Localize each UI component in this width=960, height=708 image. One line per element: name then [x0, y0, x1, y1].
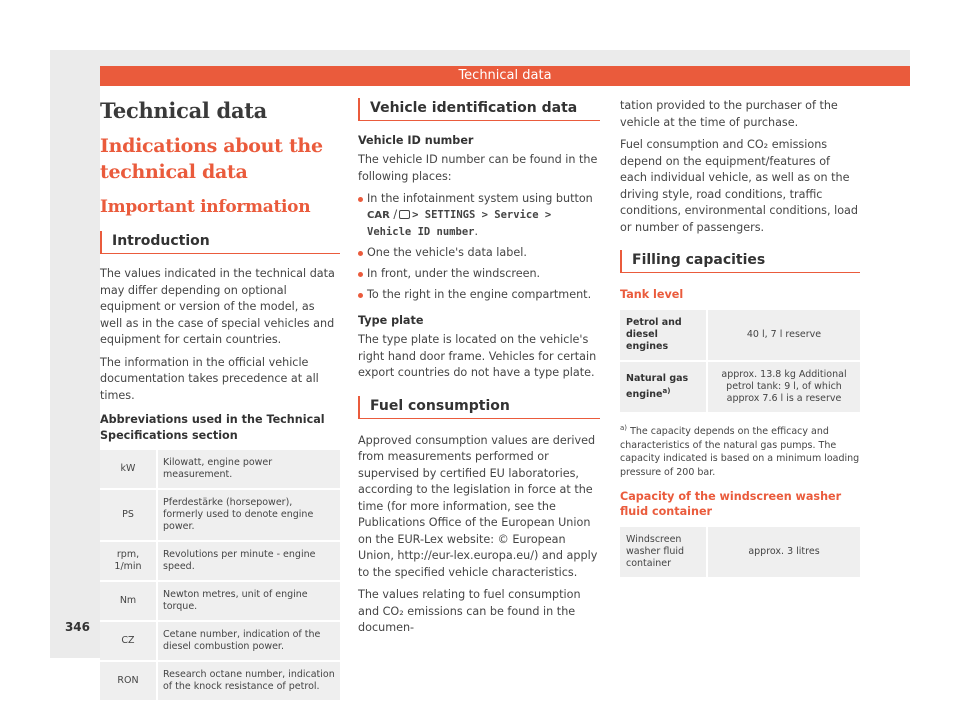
- table-row: [100, 490, 340, 540]
- fuel-paragraph-1: Approved consumption values are derived from measurements performed or supervised by certified EU laboratories, according to the legislation in force at the time (for more information, see the Publications Office of the European Union on the EUR-Lex website: © European Union, http://eur-lex.europa.eu/) and apply to the specified vehicle characteristics.: [358, 433, 598, 579]
- table-row: [100, 450, 340, 488]
- abbr-value: Pferdestärke (horsepower), formerly used to denote engine power.: [158, 490, 340, 540]
- introduction-heading: Introduction: [100, 231, 340, 254]
- bullet-engine-compartment: To the right in the engine compartment.: [358, 287, 600, 303]
- table-row: [620, 362, 860, 412]
- settings-path: > SETTINGS > Service > Vehicle ID number: [367, 209, 552, 238]
- footnote-mark: a): [620, 424, 628, 432]
- abbr-key: PS: [100, 490, 158, 540]
- abbr-key: Nm: [100, 582, 158, 620]
- intro-paragraph-2: The information in the official vehicle documentation takes precedence at all times.: [100, 355, 319, 402]
- main-title: Technical data: [100, 98, 267, 123]
- abbreviations-table: [100, 448, 340, 702]
- washer-key: Windscreen washer fluid container: [620, 527, 708, 577]
- abbr-value: Research octane number, indication of the knock resistance of petrol.: [158, 662, 340, 700]
- documentation-continuation: tation provided to the purchaser of the vehicle at the time of purchase.: [620, 99, 838, 129]
- subtitle: Indications about the technical data: [100, 135, 323, 183]
- abbr-value: Cetane number, indication of the diesel combustion power.: [158, 622, 340, 660]
- menu-button-icon: [399, 210, 410, 219]
- vehicle-id-label: Vehicle ID number: [358, 134, 474, 147]
- abbr-key: kW: [100, 450, 158, 488]
- bullet-data-label: One the vehicle's data label.: [358, 245, 600, 261]
- footnote-ref: a): [662, 386, 671, 395]
- co2-paragraph: Fuel consumption and CO₂ emissions depend on the equipment/features of each individual vehicle, as well as on the driving style, road conditions, traffic conditions, environmental conditions, load or number of passengers.: [620, 138, 859, 234]
- table-row: [100, 622, 340, 660]
- intro-paragraph-1: The values indicated in the technical data may differ depending on optional equipment or version of the model, as well as in the case of special vehicles and equipment for certain countries.: [100, 267, 335, 346]
- table-row: [100, 582, 340, 620]
- table-row: [620, 527, 860, 577]
- type-plate-paragraph: The type plate is located on the vehicle's right hand door frame. Vehicles for certain export countries do not have a type plate.: [358, 333, 597, 379]
- footnote-text: The capacity depends on the efficacy and characteristics of the natural gas pumps. The capacity indicated is based on a minimum loading pressure of 200 bar.: [620, 426, 860, 478]
- bullet-windscreen: In front, under the windscreen.: [358, 266, 600, 282]
- filling-capacities-heading: Filling capacities: [620, 250, 860, 273]
- washer-capacity-label: Capacity of the windscreen washer fluid container: [620, 490, 842, 519]
- abbr-key: RON: [100, 662, 158, 700]
- tank-table: [620, 308, 860, 414]
- header-bar: Technical data: [100, 66, 910, 86]
- bullet-infotainment-text: In the infotainment system using button: [367, 192, 593, 205]
- fuel-paragraph-2: The values relating to fuel consumption and CO₂ emissions can be found in the documen-: [358, 588, 581, 634]
- type-plate-label: Type plate: [358, 314, 424, 327]
- page-number: 346: [64, 620, 90, 634]
- table-row: [620, 310, 860, 360]
- table-row: [100, 542, 340, 580]
- car-button-icon: CAR: [367, 210, 390, 221]
- column-right: [620, 98, 860, 579]
- important-title: Important information: [100, 197, 311, 217]
- footnote: [620, 422, 860, 479]
- abbr-value: Revolutions per minute - engine speed.: [158, 542, 340, 580]
- column-middle: [358, 98, 600, 643]
- column-left: [100, 98, 340, 702]
- washer-table: [620, 525, 860, 579]
- tank-row-gas-value: approx. 13.8 kg Additional petrol tank: 9 l, of which approx 7.6 l is a reserve: [708, 362, 860, 412]
- abbr-key: CZ: [100, 622, 158, 660]
- fuel-consumption-heading: Fuel consumption: [358, 396, 600, 419]
- bullet-infotainment: In the infotainment system using button CAR / > SETTINGS > Service > Vehicle ID number.: [358, 191, 600, 240]
- abbr-value: Newton metres, unit of engine torque.: [158, 582, 340, 620]
- tank-level-label: Tank level: [620, 288, 684, 301]
- abbr-value: Kilowatt, engine power measurement.: [158, 450, 340, 488]
- tank-row-petrol-value: 40 l, 7 l reserve: [708, 310, 860, 360]
- tank-row-petrol-key: Petrol and diesel engines: [620, 310, 708, 360]
- abbr-key: rpm, 1/min: [100, 542, 158, 580]
- tank-row-gas-key-text: Natural gas engine: [626, 372, 689, 401]
- washer-value: approx. 3 litres: [708, 527, 860, 577]
- abbreviations-heading: Abbreviations used in the Technical Specifications section: [100, 413, 325, 442]
- tank-row-gas-key: [620, 362, 708, 412]
- table-row: [100, 662, 340, 700]
- vehicle-identification-heading: Vehicle identification data: [358, 98, 600, 121]
- vehicle-id-paragraph: The vehicle ID number can be found in the following places:: [358, 153, 598, 183]
